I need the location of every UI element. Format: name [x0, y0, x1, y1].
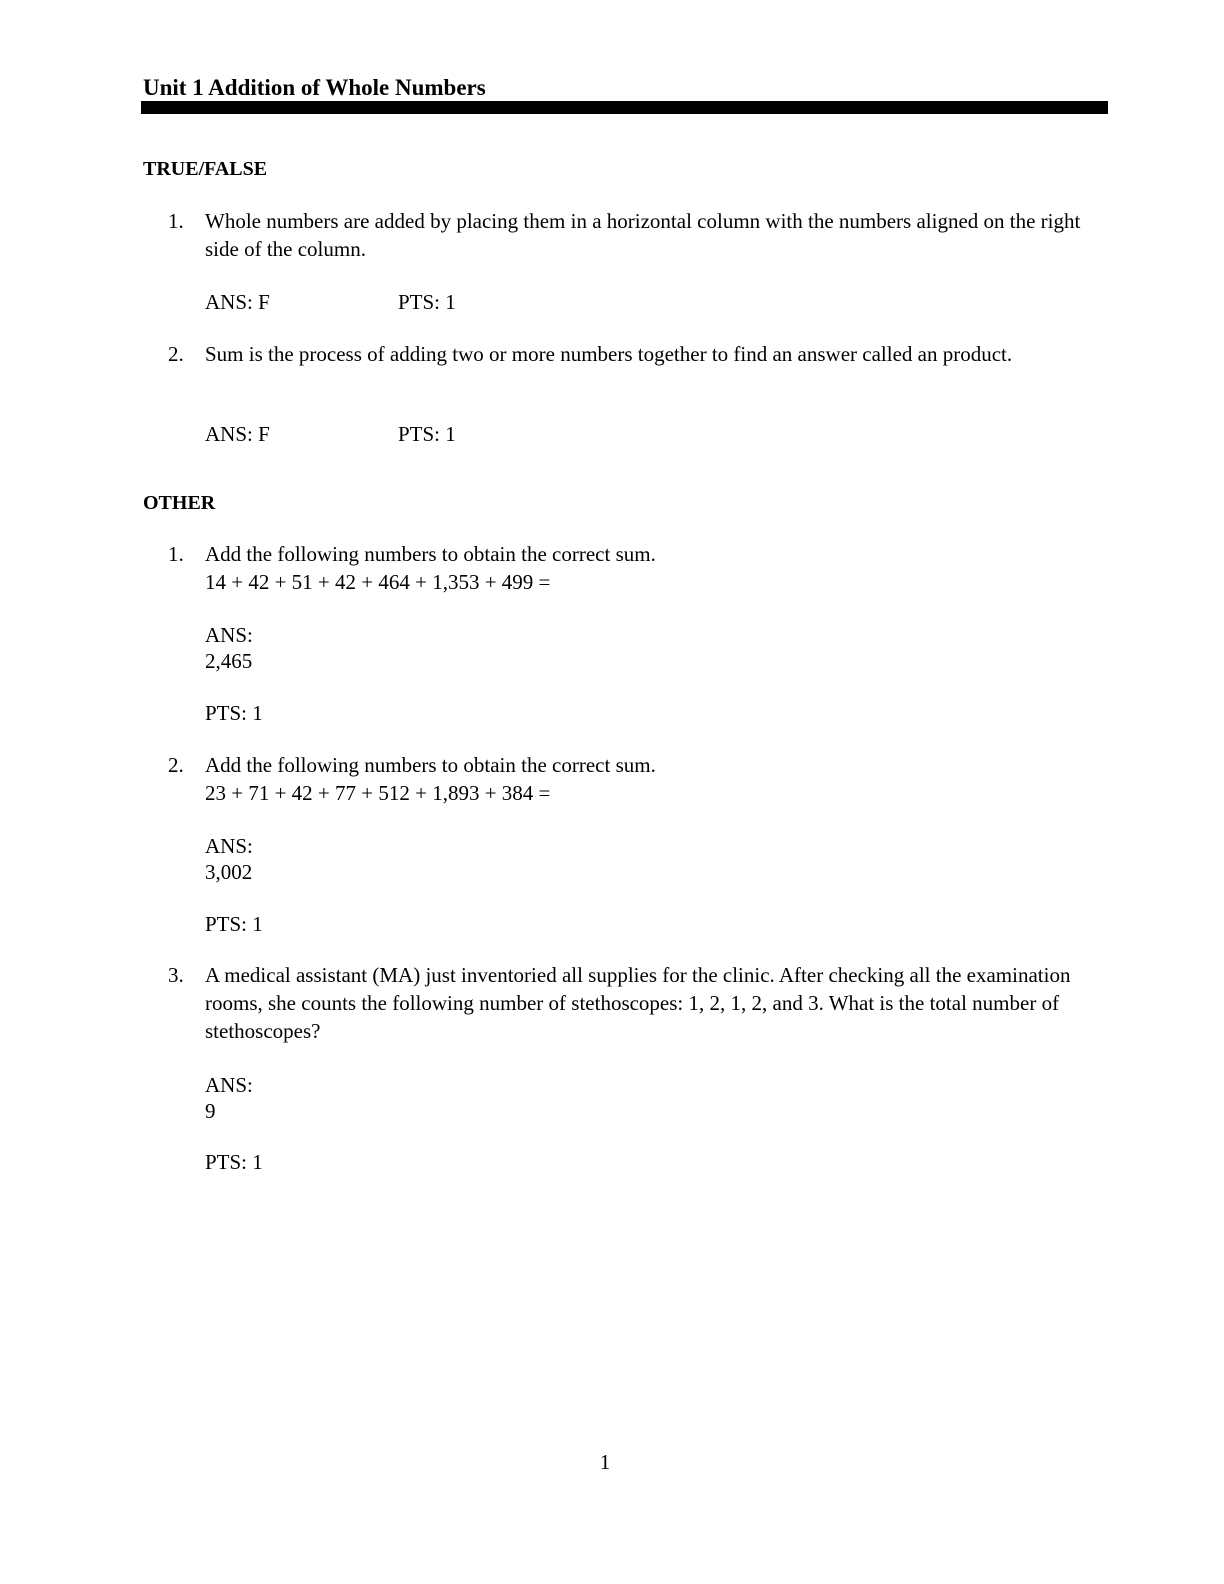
question-text: Whole numbers are added by placing them in a horizontal column with the numbers aligned on the right side of the column. — [205, 209, 1081, 261]
section-heading-other: OTHER — [143, 492, 216, 514]
question-number: 1. — [168, 542, 184, 566]
question-number: 2. — [168, 342, 184, 366]
question-number: 1. — [168, 209, 184, 233]
answer-label: ANS: — [205, 623, 253, 647]
question-text: Add the following numbers to obtain the correct sum. 23 + 71 + 42 + 77 + 512 + 1,893 + 384 = — [205, 753, 656, 805]
question-number: 2. — [168, 753, 184, 777]
question-text: Add the following numbers to obtain the correct sum. 14 + 42 + 51 + 42 + 464 + 1,353 + 499 = — [205, 542, 656, 594]
section-heading-true-false: TRUE/FALSE — [143, 158, 268, 180]
question-text: A medical assistant (MA) just inventoried all supplies for the clinic. After checking all the examination rooms, she counts the following number of stethoscopes: 1, 2, 1, 2, and 3. What is the total number of stethoscopes? — [205, 963, 1071, 1043]
question-number: 3. — [168, 963, 184, 987]
title-rule — [141, 101, 1108, 114]
points-line: PTS: 1 — [398, 290, 456, 314]
answer-label: ANS: — [205, 1073, 253, 1097]
answer-value: 2,465 — [205, 649, 253, 673]
question-text: Sum is the process of adding two or more numbers together to find an answer called an product. — [205, 342, 1013, 366]
points-line: PTS: 1 — [205, 701, 263, 725]
page-number: 1 — [599, 1450, 611, 1474]
points-line: PTS: 1 — [205, 1150, 263, 1174]
points-line: PTS: 1 — [205, 912, 263, 936]
points-line: PTS: 1 — [398, 422, 456, 446]
answer-value: 3,002 — [205, 860, 253, 884]
answer-value: 9 — [205, 1099, 216, 1123]
answer-label: ANS: — [205, 834, 253, 858]
answer-line: ANS: F — [205, 422, 270, 446]
answer-line: ANS: F — [205, 290, 270, 314]
unit-title: Unit 1 Addition of Whole Numbers — [143, 75, 486, 100]
